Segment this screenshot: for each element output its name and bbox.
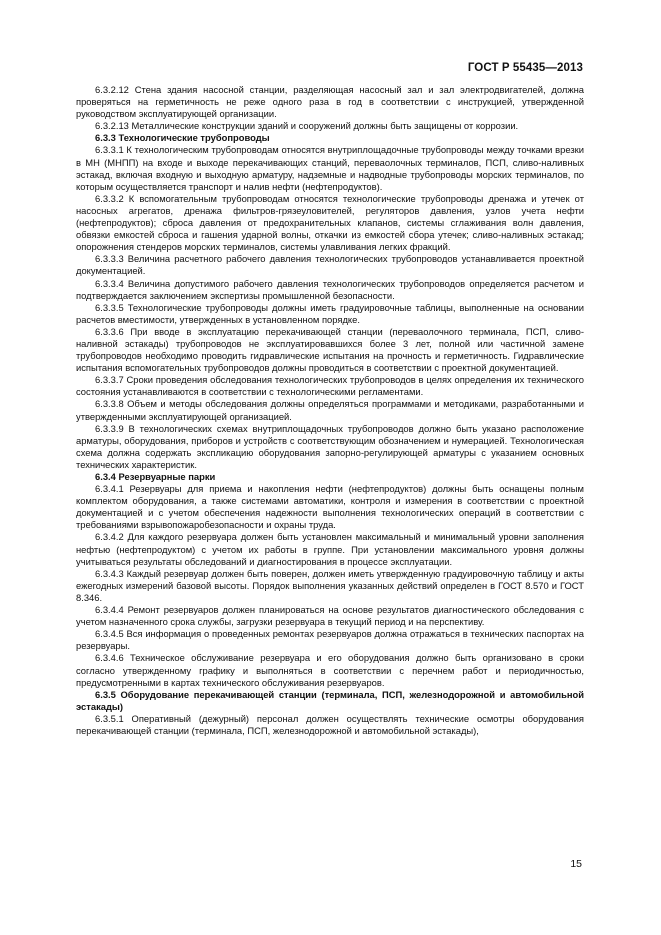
paragraph: 6.3.3.4 Величина допустимого рабочего давления технологических трубопроводов определяется расчетом и подтверждается заключением экспертизы промышленной безопасности. xyxy=(76,277,584,301)
paragraph: 6.3.3.2 К вспомогательным трубопроводам относятся технологические трубопроводы дренажа и утечек от насосных агрегатов, дренажа фильтров-грязеуловителей, регуляторов давления, узлов учета нефти (нефтепродуктов); сброса давления от предохранительных клапанов, системы сглаживания волн давления, обвязки емкостей сброса и гашения ударной волны, откачки из емкостей сбора утечек; сливо-наливных эстакад; опорожнения стендеров морских терминалов, системы улавливания легких фракций. xyxy=(76,192,584,253)
page-number: 15 xyxy=(570,858,582,870)
paragraph: 6.3.3.5 Технологические трубопроводы должны иметь градуировочные таблицы, выполненные на основании расчетов вместимости, утвержденных в установленном порядке. xyxy=(76,301,584,325)
paragraph: 6.3.5.1 Оперативный (дежурный) персонал должен осуществлять технические осмотры оборудования перекачивающей станции (терминала, ПСП, железнодорожной и автомобильной эстакады), xyxy=(76,712,584,736)
paragraph: 6.3.4.6 Техническое обслуживание резервуара и его оборудования должно быть организовано в сроки согласно утвержденному графику и выполняться в соответствии с перечнем работ и периодичностью, предусмотренными в картах технического обслуживания резервуаров. xyxy=(76,652,584,688)
paragraph: 6.3.4.1 Резервуары для приема и накопления нефти (нефтепродуктов) должны быть оснащены полным комплектом оборудования, а также системами автоматики, контроля и измерения в соответствии с проектной документацией и с учетом обеспечения надежности выполнения технологических операций в соответствии с требованиями взрывопожаробезопасности и охраны труда. xyxy=(76,483,584,531)
paragraph: 6.3.2.13 Металлические конструкции зданий и сооружений должны быть защищены от коррозии. xyxy=(95,120,519,132)
paragraph: 6.3.3.9 В технологических схемах внутриплощадочных трубопроводов должно быть указано расположение арматуры, оборудования, приборов и устройств с соответствующим обозначением и нумерацией. Технологическая схема должна содержать экспликацию оборудования запорно-регулирующей арматуры с указанием основных технических характеристик. xyxy=(76,422,584,470)
paragraph: 6.3.3.3 Величина расчетного рабочего давления технологических трубопроводов устанавливается проектной документацией. xyxy=(76,253,584,277)
paragraph: 6.3.4.2 Для каждого резервуара должен быть установлен максимальный и минимальный уровни заполнения нефтью (нефтепродуктом) с учетом их работы в группе. При установлении максимального уровня должны учитываться результаты обследований и диагностирования в процессе эксплуатации. xyxy=(76,531,584,567)
section-heading: 6.3.5 Оборудование перекачивающей станции (терминала, ПСП, железнодорожной и автомобильной эстакады) xyxy=(76,688,584,712)
document-header: ГОСТ Р 55435—2013 xyxy=(467,62,583,74)
section-heading: 6.3.3 Технологические трубопроводы xyxy=(95,132,270,144)
paragraph: 6.3.3.6 При вводе в эксплуатацию перекачивающей станции (переваолочного терминала, ПСП, сливо-наливной эстакады) трубопроводов не эксплуатировавшихся более 3 лет, полной или частичной замене трубопроводов необходимо проводить гидравлические испытания на прочность и герметичность. Гидравлические испытания вспомогательных трубопроводов должны проводиться в соответствии с проектной документацией. xyxy=(76,325,584,374)
section-heading: 6.3.4 Резервуарные парки xyxy=(95,471,216,482)
paragraph: 6.3.4.3 Каждый резервуар должен быть поверен, должен иметь утвержденную градуировочную таблицу и акты ежегодных измерений базовой высоты. Порядок выполнения указанных действий определен в ГОСТ 8.570 и ГОСТ 8.346. xyxy=(76,567,584,603)
paragraph: 6.3.3.7 Сроки проведения обследования технологических трубопроводов в целях определения их технического состояния устанавливаются в соответствии с технологическими регламентами. xyxy=(76,374,584,398)
paragraph: 6.3.4.4 Ремонт резервуаров должен планироваться на основе результатов диагностического обследования с учетом назначенного срока службы, загрузки резервуара в текущий период и на перспективу. xyxy=(76,604,584,628)
paragraph: 6.3.3.8 Объем и методы обследования должны определяться программами и методиками, разработанными и утвержденными эксплуатирующей организацией. xyxy=(76,398,584,422)
paragraph: 6.3.4.5 Вся информация о проведенных ремонтах резервуаров должна отражаться в технических паспортах на резервуары. xyxy=(76,628,584,652)
paragraph: 6.3.3.1 К технологическим трубопроводам относятся внутриплощадочные трубопроводы между точками врезки в МН (МНПП) на входе и выходе перекачивающих станций, переваолочных терминалов, ПСП, сливо-наливных эстакад, включая входную и выходную арматуру, надземные и надводные трубопроводы морских терминалов, по которым осуществляется транспорт и налив нефти (нефтепродуктов). xyxy=(76,144,584,192)
page-body xyxy=(76,84,584,737)
paragraph: 6.3.2.12 Стена здания насосной станции, разделяющая насосный зал и зал электродвигателей, должна проверяться на герметичность не реже одного раза в год в соответствии с инструкцией, утвержденной руководством эксплуатирующей организации. xyxy=(76,84,584,120)
